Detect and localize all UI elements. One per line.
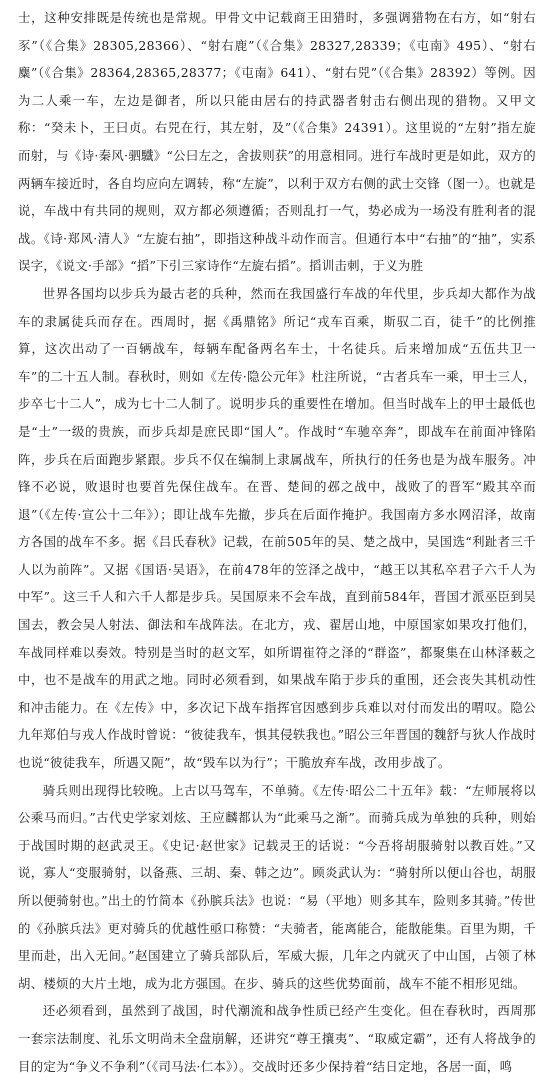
paragraph-3: 骑兵则出现得比较晚。上古以马驾车，不单骑。《左传·昭公二十五年》载：“左师展将以公乘马而归。”古代史学家刘炫、王应麟都认为“此乘马之渐”。而骑兵成为单独的兵种，则始于战国时期的赵武灵王。《史记·赵世家》记载灵王的话说：“今吾将胡服骑射以教百姓。”又说，寡人“变服骑射，以备燕、三胡、秦、韩之边”。顾炎武认为：“骑射所以便山谷也，胡服所以便骑射也。”出土的竹简本《孙膑兵法》也说：“易（平地）则多其车，险则多其骑。”传世的《孙膑兵法》更对骑兵的优越性亟口称赞：“夫骑者，能离能合，能散能集。百里为期，千里而赴，出入无间。”赵国建立了骑兵部队后，军威大振，几年之内就灭了中山国，占领了林胡、楼烦的大片土地，成为北方强国。在步、骑兵的这些优势面前，战车不能不相形见绌。 [18, 782, 536, 991]
paragraph-1: 士，这种安排既是传统也是常规。甲骨文中记载商王田猎时，多强调猎物在右方，如“射右豕”（《合集》28305,28366）、“射右鹿”（《合集》28327,28339；《屯南》495）、“射右麋”（《合集》28364,28365,28377；《屯南》641）、“射右兕”（《合集》28392）等例。因为二人乘一车，左边是御者，所以只能由居右的持武器者射击右侧出现的猎物。又甲文称：“癸未卜，王曰贞。右兕在行，其左射，及”（《合集》24391）。这里说的“左射”指左旋而射，与《诗·秦风·驷驖》“公曰左之，舍拔则获”的用意相同。进行车战时更是如此，双方的两辆车接近时，各自均应向左调转，称“左旋”，以利于双方右侧的武士交锋（图一）。也就是说，车战中有共同的规则，双方都必须遵循；否则乱打一气，势必成为一场没有胜利者的混战。《诗·郑风·清人》“左旋右抽”，即指这种战斗动作而言。但通行本中“右抽”的“抽”，实系误字，《说文·手部》“搯”下引三家诗作“左旋右搯”。搯训击刺，于义为胜 [18, 10, 536, 274]
paragraph-2: 世界各国均以步兵为最古老的兵种，然而在我国盛行车战的年代里，步兵却大都作为战车的隶属徒兵而存在。西周时，据《禹鼎铭》所记“戎车百乘，斯驭二百，徒千”的比例推算，这次出动了一百辆战车，每辆车配备两名车士，十名徒兵。后来增加成“五伍共卫一车”的二十五人制。春秋时，则如《左传·隐公元年》杜注所说，“古者兵车一乘，甲士三人，步卒七十二人”，成为七十二人制了。说明步兵的重要性在增加。但当时战车上的甲士最低也是“士”一级的贵族，而步兵却是庶民即“国人”。作战时“车驰卒奔”，即战车在前面冲锋陷阵，步兵在后面跑步紧跟。步兵不仅在编制上隶属战车，所执行的任务也是为战车服务。冲锋不必说，败退时也要首先保住战车。在晋、楚间的邲之战中，战败了的晋军“殿其卒而退”（《左传·宣公十二年》）；即让战车先撤，步兵在后面作掩护。我国南方多水网沼泽，故南方各国的战车不多。据《吕氏春秋》记载，在前505年的吴、楚之战中，吴国选“利趾者三千人以为前阵”。又据《国语·吴语》，在前478年的笠泽之战中，“越王以其私卒君子六千人为中军”。这三千人和六千人都是步兵。吴国原来不会车战，直到前584年，晋国才派巫臣到吴国去，教会吴人射法、御法和车战阵法。在北方，戎、翟居山地，中原国家如果攻打他们，车战同样难以奏效。特别是当时的赵文军，如所谓崔符之泽的“群盗”，都聚集在山林泽薮之中，也不是战车的用武之地。同时必须看到，如果战车陷于步兵的重围，还会丧失其机动性和冲击能力。在《左传》中，多次记下战车指挥官因感到步兵难以对付而发出的喟叹。隐公九年郑伯与戎人作战时曾说：“彼徒我车，惧其侵轶我也。”昭公三年晋国的魏舒与狄人作战时也说“彼徒我车，所遇又阨”，故“毁车以为行”；干脆放弃车战，改用步战了。 [18, 285, 536, 771]
paragraph-4: 还必须看到，虽然到了战国，时代潮流和战争性质已经产生变化。但在春秋时，西周那一套宗法制度、礼乐文明尚未全盘崩解，还讲究“尊王攘夷”、“取威定霸”，还有人将战争的目的定为“争义不争利”（《司马法·仁本》）。交战时还多少保持着“结日定地，各居一面，鸣 [18, 1003, 536, 1074]
